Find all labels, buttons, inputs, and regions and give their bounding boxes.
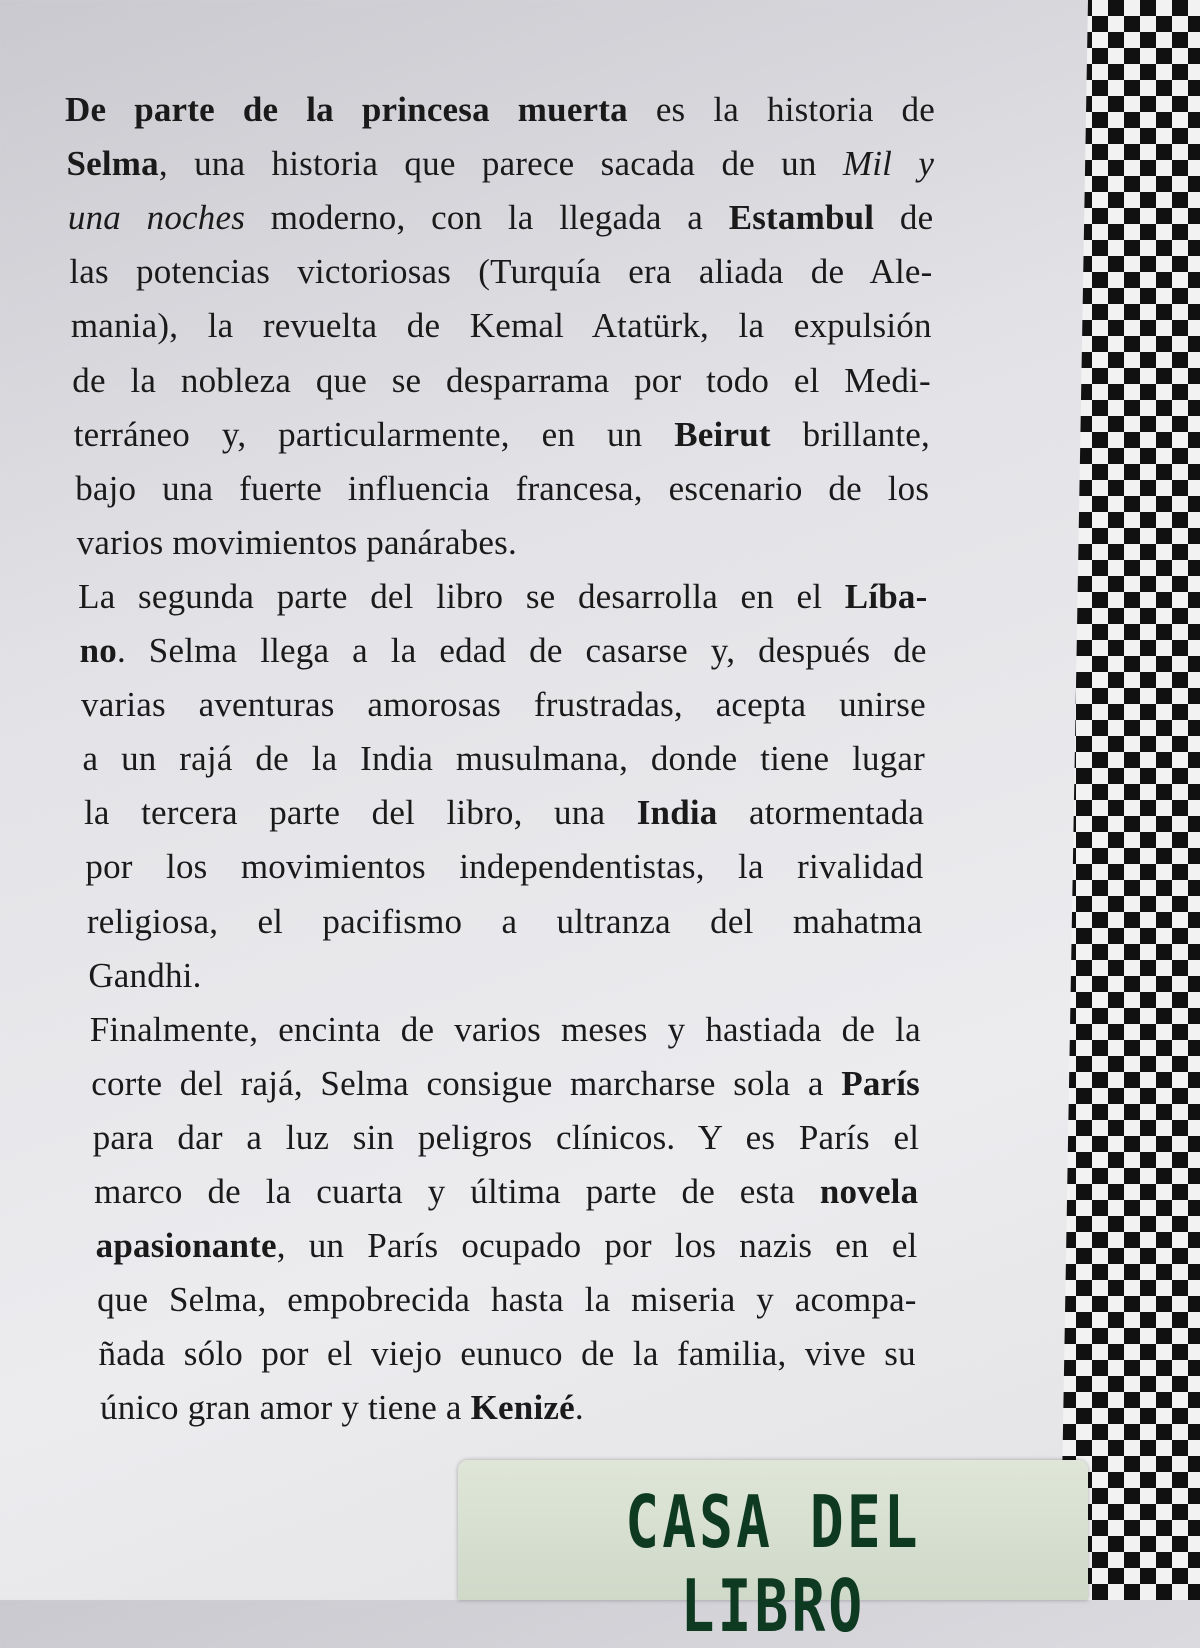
text-segment: único gran amor y tiene a — [100, 1388, 471, 1428]
text-segment: terráneo y, particularmente, en un — [73, 414, 675, 454]
bold-text: Beirut — [674, 414, 771, 454]
text-line — [96, 1226, 918, 1266]
italic-text: una noches — [67, 198, 246, 238]
bold-text: Kenizé — [470, 1388, 575, 1428]
text-segment: marco de la cuarta y última parte de esta — [94, 1172, 820, 1211]
text-line — [66, 144, 934, 184]
text-line — [91, 1064, 920, 1104]
text-line — [78, 577, 927, 617]
text-line — [84, 793, 924, 833]
text-line — [72, 361, 931, 401]
text-line — [77, 523, 929, 563]
text-line — [74, 415, 930, 455]
text-segment: de la nobleza que se desparrama por todo el Medi- — [72, 360, 931, 400]
text-line — [97, 1280, 917, 1320]
text-line — [71, 306, 932, 346]
checkerboard-border — [1060, 0, 1200, 1600]
text-segment: moderno, con la llegada a — [245, 198, 729, 238]
text-segment: las potencias victoriosas (Turquía era aliada de Ale- — [69, 252, 933, 292]
text-line — [87, 902, 923, 942]
text-line — [83, 739, 926, 779]
text-segment: . — [574, 1388, 584, 1428]
text-segment: atormentada — [717, 793, 925, 833]
text-segment: para dar a luz sin peligros clínicos. Y es París el — [92, 1117, 920, 1157]
text-segment: es la historia de — [627, 90, 935, 129]
text-segment: , una historia que parece sacada de un — [158, 144, 843, 184]
text-segment: la tercera parte del libro, una — [83, 793, 637, 833]
sticker-label: CASA DEL LIBRO — [625, 1480, 921, 1648]
text-line — [75, 469, 929, 509]
text-line — [85, 847, 923, 887]
text-segment: La segunda parte del libro se desarrolla en el — [78, 576, 845, 616]
text-segment: . Selma llega a la edad de casarse y, después de — [116, 631, 927, 670]
text-line — [93, 1118, 919, 1158]
text-line — [80, 631, 927, 671]
text-segment: brillante, — [770, 414, 930, 454]
bold-text: India — [636, 793, 718, 833]
text-segment: varias aventuras amorosas frustradas, acepta unirse — [81, 685, 926, 725]
text-line — [99, 1334, 916, 1374]
text-line — [68, 198, 933, 238]
text-line — [88, 956, 921, 996]
bold-text: apasionante — [95, 1226, 277, 1266]
text-segment: corte del rajá, Selma consigue marcharse sola a — [91, 1063, 842, 1103]
text-segment: que Selma, empobrecida hasta la miseria y acompa- — [97, 1280, 917, 1320]
bold-text: Selma — [66, 144, 159, 184]
text-line — [94, 1172, 918, 1212]
text-line — [90, 1010, 921, 1050]
text-line — [100, 1388, 915, 1428]
bold-text: Estambul — [728, 198, 875, 238]
bold-text: De parte de la princesa muerta — [65, 90, 628, 129]
text-segment: varios movimientos panárabes. — [76, 522, 517, 562]
text-segment: Finalmente, encinta de varios meses y hastiada de la — [89, 1009, 921, 1049]
text-line — [69, 252, 932, 292]
text-line — [81, 685, 926, 725]
text-segment: por los movimientos independentistas, la rivalidad — [85, 847, 924, 887]
text-segment: religiosa, el pacifismo a ultranza del mahatma — [86, 901, 923, 941]
text-segment: , un París ocupado por los nazis en el — [276, 1226, 918, 1266]
text-segment: mania), la revuelta de Kemal Atatürk, la expulsión — [70, 306, 932, 346]
italic-text: Mil y — [842, 144, 935, 184]
text-segment: de — [874, 198, 934, 238]
text-segment: a un rajá de la India musulmana, donde tiene lugar — [82, 739, 925, 779]
bold-text: no — [79, 631, 117, 670]
text-segment: bajo una fuerte influencia francesa, escenario de los — [75, 468, 930, 508]
bold-text: París — [841, 1063, 920, 1103]
text-segment: Gandhi. — [88, 955, 202, 995]
text-line — [65, 90, 935, 130]
bold-text: novela — [819, 1172, 919, 1211]
price-sticker — [458, 1460, 1088, 1648]
bold-text: Líba- — [844, 576, 928, 616]
text-segment: ñada sólo por el viejo eunuco de la familia, vive su — [98, 1334, 916, 1374]
